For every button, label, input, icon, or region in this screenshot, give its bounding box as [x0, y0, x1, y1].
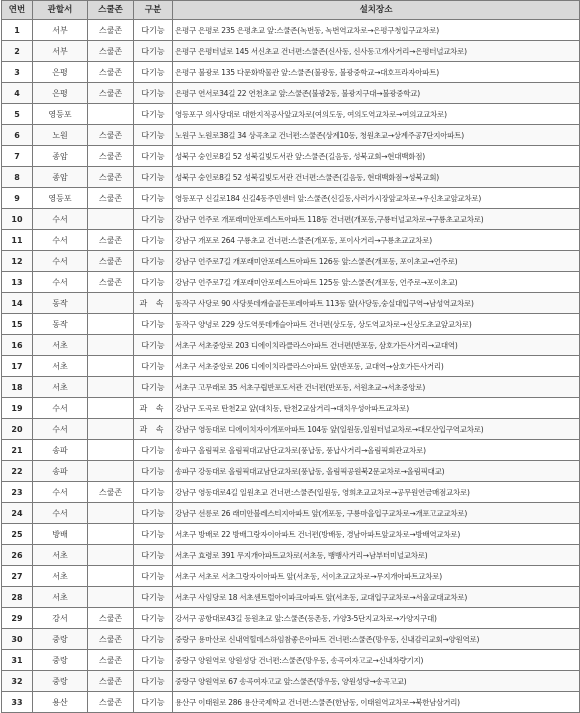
table-row: [2, 41, 580, 62]
cell-police-station: 서부: [33, 20, 88, 41]
cell-install-location: 서초구 사임당로 18 서초센트럴아이파크아파트 앞(서초동, 교대입구교차로→서울교대교차로): [173, 587, 580, 608]
cell-police-station: 수서: [33, 230, 88, 251]
cell-install-location: 강남구 도곡로 탄천2교 앞(대치동, 탄천2교삼거리→대치우성아파트교차로): [173, 398, 580, 419]
cell-school-zone: 스쿨존: [88, 608, 134, 629]
cell-install-location: 서초구 서초중앙로 206 디에이치라클라스아파트 앞(반포동, 교대역→삼호가든사거리): [173, 356, 580, 377]
cell-serial-number: 26: [2, 545, 33, 566]
table-row: [2, 272, 580, 293]
cell-install-location: 강남구 개포로 264 구룡초교 건너편:스쿨존(개포동, 포이사거리→구룡초교교차로): [173, 230, 580, 251]
cell-serial-number: 13: [2, 272, 33, 293]
cell-type: 과 속: [134, 293, 173, 314]
cell-school-zone: 스쿨존: [88, 20, 134, 41]
cell-install-location: 은평구 은평터널로 145 서신초교 건너편:스쿨존(신사동, 신사동고개사거리→은평터널교차로): [173, 41, 580, 62]
cell-type: 다기능: [134, 20, 173, 41]
cell-type: 다기능: [134, 356, 173, 377]
table-row: [2, 188, 580, 209]
cell-police-station: 서초: [33, 377, 88, 398]
cell-school-zone: [88, 587, 134, 608]
cell-police-station: 수서: [33, 251, 88, 272]
cell-serial-number: 25: [2, 524, 33, 545]
cell-police-station: 강서: [33, 608, 88, 629]
table-row: [2, 83, 580, 104]
cell-install-location: 중랑구 양원역로 양원성당 건너편:스쿨존(망우동, 송곡여자고교→신내차량기지): [173, 650, 580, 671]
cell-install-location: 은평구 은평로 235 은평초교 앞:스쿨존(녹번동, 녹번역교차로→은평구청입구교차로): [173, 20, 580, 41]
table-row: [2, 377, 580, 398]
cell-serial-number: 28: [2, 587, 33, 608]
cell-school-zone: [88, 314, 134, 335]
cell-school-zone: [88, 398, 134, 419]
header-police-station: 관할서: [33, 1, 88, 20]
header-install-location: 설치장소: [173, 1, 580, 20]
cell-install-location: 강남구 언주로7길 개포래미안포레스트아파트 126동 앞:스쿨존(개포동, 포이초교→언주로): [173, 251, 580, 272]
cell-school-zone: 스쿨존: [88, 167, 134, 188]
cell-police-station: 용산: [33, 692, 88, 713]
header-school-zone: 스쿨존: [88, 1, 134, 20]
cell-type: 다기능: [134, 146, 173, 167]
cell-type: 다기능: [134, 272, 173, 293]
cell-serial-number: 7: [2, 146, 33, 167]
cell-type: 다기능: [134, 83, 173, 104]
cell-install-location: 동작구 사당로 90 사당롯데캐슬골든포레아파트 113동 앞(사당동,숭실대입구역→남성역교차로): [173, 293, 580, 314]
cell-install-location: 중랑구 양원역로 67 송곡여자고교 앞:스쿨존(망우동, 양원성당→송곡고교): [173, 671, 580, 692]
cell-serial-number: 19: [2, 398, 33, 419]
cell-serial-number: 24: [2, 503, 33, 524]
cell-serial-number: 1: [2, 20, 33, 41]
cell-school-zone: 스쿨존: [88, 671, 134, 692]
cell-school-zone: [88, 440, 134, 461]
cell-type: 다기능: [134, 335, 173, 356]
cell-police-station: 수서: [33, 482, 88, 503]
cell-school-zone: 스쿨존: [88, 650, 134, 671]
cell-type: 다기능: [134, 209, 173, 230]
cell-school-zone: 스쿨존: [88, 482, 134, 503]
cell-school-zone: [88, 293, 134, 314]
cell-install-location: 성북구 숭인로8길 52 성북길빛도서관 앞:스쿨존(길음동, 성북교회→현대백화점): [173, 146, 580, 167]
cell-type: 다기능: [134, 251, 173, 272]
cell-school-zone: 스쿨존: [88, 62, 134, 83]
cell-police-station: 영등포: [33, 188, 88, 209]
cell-police-station: 서초: [33, 335, 88, 356]
cell-police-station: 은평: [33, 62, 88, 83]
cell-school-zone: 스쿨존: [88, 41, 134, 62]
cell-install-location: 동작구 양녕로 229 상도역롯데캐슬아파트 건너편(상도동, 상도역교차로→신상도초교앞교차로): [173, 314, 580, 335]
table-row: [2, 482, 580, 503]
table-row: [2, 314, 580, 335]
cell-school-zone: [88, 419, 134, 440]
cell-serial-number: 4: [2, 83, 33, 104]
table-row: [2, 125, 580, 146]
cell-type: 다기능: [134, 188, 173, 209]
cell-serial-number: 11: [2, 230, 33, 251]
cell-serial-number: 15: [2, 314, 33, 335]
cell-type: 다기능: [134, 587, 173, 608]
cell-install-location: 강남구 영동대로4길 일원초교 건너편:스쿨존(일원동, 영희초교교차로→공무원연금매점교차로): [173, 482, 580, 503]
cell-install-location: 강남구 언주로7길 개포래미안포레스트아파트 125동 앞:스쿨존(개포동, 언주로→포이초교): [173, 272, 580, 293]
cell-serial-number: 30: [2, 629, 33, 650]
cell-type: 다기능: [134, 230, 173, 251]
cell-police-station: 수서: [33, 419, 88, 440]
cell-police-station: 서부: [33, 41, 88, 62]
cell-install-location: 강서구 공항대로43길 등원초교 앞:스쿨존(등촌동, 가양3-5단지교차로→가양지구대): [173, 608, 580, 629]
cell-type: 다기능: [134, 440, 173, 461]
cell-serial-number: 10: [2, 209, 33, 230]
cell-serial-number: 31: [2, 650, 33, 671]
cell-police-station: 중랑: [33, 629, 88, 650]
table-row: [2, 587, 580, 608]
cell-install-location: 송파구 강동대로 올림픽대교남단교차로(풍납동, 올림픽공원북2문교차로→올림픽대교): [173, 461, 580, 482]
cell-police-station: 은평: [33, 83, 88, 104]
table-row: [2, 209, 580, 230]
table-row: [2, 251, 580, 272]
table-row: [2, 503, 580, 524]
cell-police-station: 서초: [33, 545, 88, 566]
cell-type: 다기능: [134, 167, 173, 188]
cell-install-location: 영등포구 의사당대로 대한지적공사앞교차로(여의도동, 여의도역교차로→여의교교차로): [173, 104, 580, 125]
table-row: [2, 104, 580, 125]
cell-type: 다기능: [134, 41, 173, 62]
cell-school-zone: [88, 566, 134, 587]
table-row: [2, 461, 580, 482]
table-row: [2, 419, 580, 440]
table-row: [2, 524, 580, 545]
cell-serial-number: 5: [2, 104, 33, 125]
cell-school-zone: [88, 377, 134, 398]
cell-police-station: 영등포: [33, 104, 88, 125]
cell-install-location: 노원구 노원로38길 34 상곡초교 건너편:스쿨존(상계10동, 청원초교→상계주공7단지아파트): [173, 125, 580, 146]
table-row: [2, 146, 580, 167]
cell-type: 다기능: [134, 104, 173, 125]
table-row: [2, 671, 580, 692]
cell-police-station: 수서: [33, 398, 88, 419]
table-body: [2, 20, 580, 713]
table-row: [2, 167, 580, 188]
cell-police-station: 송파: [33, 440, 88, 461]
cell-school-zone: [88, 545, 134, 566]
cell-type: 다기능: [134, 377, 173, 398]
cell-school-zone: 스쿨존: [88, 272, 134, 293]
cell-police-station: 서초: [33, 566, 88, 587]
cell-install-location: 성북구 숭인로8길 52 성북길빛도서관 건너편:스쿨존(길음동, 현대백화점→성북교회): [173, 167, 580, 188]
cell-police-station: 서초: [33, 587, 88, 608]
cell-police-station: 동작: [33, 314, 88, 335]
cell-serial-number: 6: [2, 125, 33, 146]
cell-type: 다기능: [134, 314, 173, 335]
cell-school-zone: [88, 461, 134, 482]
header-serial-number: 연번: [2, 1, 33, 20]
cell-type: 다기능: [134, 545, 173, 566]
cell-install-location: 강남구 영동대로 디에이치자이개포아파트 104동 앞(일원동,일원터널교차로→대모산입구역교차로): [173, 419, 580, 440]
cell-police-station: 종암: [33, 146, 88, 167]
cell-police-station: 중랑: [33, 671, 88, 692]
cell-serial-number: 33: [2, 692, 33, 713]
cell-school-zone: 스쿨존: [88, 230, 134, 251]
cell-type: 다기능: [134, 125, 173, 146]
cell-install-location: 영등포구 신길로184 신길4동주민센터 앞:스쿨존(신길동,사러가시장앞교차로→우신초교앞교차로): [173, 188, 580, 209]
cell-school-zone: 스쿨존: [88, 146, 134, 167]
cell-police-station: 서초: [33, 356, 88, 377]
cell-serial-number: 22: [2, 461, 33, 482]
cell-type: 다기능: [134, 461, 173, 482]
table-header: [2, 1, 580, 20]
cell-police-station: 수서: [33, 272, 88, 293]
cell-police-station: 방배: [33, 524, 88, 545]
cell-install-location: 강남구 선릉로 26 래미안블레스티지아파트 앞(개포동, 구룡마을입구교차로→개포고교교차로): [173, 503, 580, 524]
cell-type: 다기능: [134, 566, 173, 587]
cell-school-zone: 스쿨존: [88, 83, 134, 104]
cell-police-station: 수서: [33, 503, 88, 524]
cell-type: 다기능: [134, 608, 173, 629]
table-row: [2, 629, 580, 650]
table-row: [2, 398, 580, 419]
cell-type: 다기능: [134, 629, 173, 650]
cell-serial-number: 12: [2, 251, 33, 272]
cell-police-station: 종암: [33, 167, 88, 188]
cell-school-zone: [88, 104, 134, 125]
cell-serial-number: 3: [2, 62, 33, 83]
cell-serial-number: 2: [2, 41, 33, 62]
cell-police-station: 중랑: [33, 650, 88, 671]
cell-install-location: 용산구 이태원로 286 용산국제학교 건너편:스쿨존(한남동, 이태원역교차로→북한남삼거리): [173, 692, 580, 713]
cell-type: 다기능: [134, 692, 173, 713]
cell-install-location: 은평구 불광로 135 다문화박물관 앞:스쿨존(불광동, 불광중학교→대호프라자아파트): [173, 62, 580, 83]
table-row: [2, 545, 580, 566]
cell-type: 다기능: [134, 482, 173, 503]
cell-install-location: 서초구 방배로 22 방배그랑자이아파트 건너편(방배동, 경남아파트앞교차로→방배역교차로): [173, 524, 580, 545]
table-row: [2, 335, 580, 356]
cell-type: 과 속: [134, 419, 173, 440]
cell-type: 다기능: [134, 650, 173, 671]
cell-install-location: 서초구 효령로 391 무지개아파트교차로(서초동, 뱅뱅사거리→남부터미널교차로): [173, 545, 580, 566]
cell-type: 다기능: [134, 503, 173, 524]
cell-school-zone: [88, 524, 134, 545]
table-row: [2, 356, 580, 377]
cell-install-location: 송파구 올림픽로 올림픽대교남단교차로(풍납동, 풍납사거리→올림픽회관교차로): [173, 440, 580, 461]
cell-school-zone: 스쿨존: [88, 188, 134, 209]
cell-serial-number: 32: [2, 671, 33, 692]
table-row: [2, 692, 580, 713]
table-row: [2, 566, 580, 587]
cell-serial-number: 27: [2, 566, 33, 587]
table-row: [2, 230, 580, 251]
header-type: 구분: [134, 1, 173, 20]
cell-police-station: 송파: [33, 461, 88, 482]
cell-serial-number: 20: [2, 419, 33, 440]
cell-school-zone: 스쿨존: [88, 629, 134, 650]
cell-serial-number: 9: [2, 188, 33, 209]
table-row: [2, 20, 580, 41]
cell-install-location: 중랑구 용마산로 신내역힐데스하임참좋은아파트 건너편:스쿨존(망우동, 신내감리교회→양원역로): [173, 629, 580, 650]
table-row: [2, 293, 580, 314]
table-row: [2, 62, 580, 83]
cell-install-location: 서초구 서초로 서초그랑자이아파트 앞(서초동, 서이초교교차로→무지개아파트교차로): [173, 566, 580, 587]
cell-install-location: 강남구 언주로 개포래미안포레스트아파트 118동 건너편(개포동,구룡터널교차로→구룡초교교차로): [173, 209, 580, 230]
cell-install-location: 은평구 연서로34길 22 연천초교 앞:스쿨존(불광2동, 불광지구대→불광중학교): [173, 83, 580, 104]
cell-school-zone: 스쿨존: [88, 125, 134, 146]
cell-police-station: 동작: [33, 293, 88, 314]
cell-police-station: 수서: [33, 209, 88, 230]
cell-school-zone: [88, 209, 134, 230]
cell-serial-number: 14: [2, 293, 33, 314]
cell-school-zone: 스쿨존: [88, 692, 134, 713]
cell-serial-number: 17: [2, 356, 33, 377]
cell-police-station: 노원: [33, 125, 88, 146]
cell-serial-number: 8: [2, 167, 33, 188]
cell-serial-number: 23: [2, 482, 33, 503]
cell-school-zone: [88, 356, 134, 377]
cctv-location-table: [1, 0, 580, 713]
table-row: [2, 650, 580, 671]
cell-school-zone: 스쿨존: [88, 251, 134, 272]
cell-serial-number: 21: [2, 440, 33, 461]
table-row: [2, 440, 580, 461]
cell-type: 다기능: [134, 62, 173, 83]
cell-type: 다기능: [134, 524, 173, 545]
cell-install-location: 서초구 고무래로 35 서초구립반포도서관 건너편(반포동, 서원초교→서초중앙로): [173, 377, 580, 398]
cell-serial-number: 18: [2, 377, 33, 398]
table-row: [2, 608, 580, 629]
cell-school-zone: [88, 335, 134, 356]
header-row: [2, 1, 580, 20]
cell-type: 과 속: [134, 398, 173, 419]
cell-school-zone: [88, 503, 134, 524]
cell-type: 다기능: [134, 671, 173, 692]
cell-install-location: 서초구 서초중앙로 203 디에이치라클라스아파트 건너편(반포동, 삼호가든사거리→교대역): [173, 335, 580, 356]
cell-serial-number: 16: [2, 335, 33, 356]
cell-serial-number: 29: [2, 608, 33, 629]
